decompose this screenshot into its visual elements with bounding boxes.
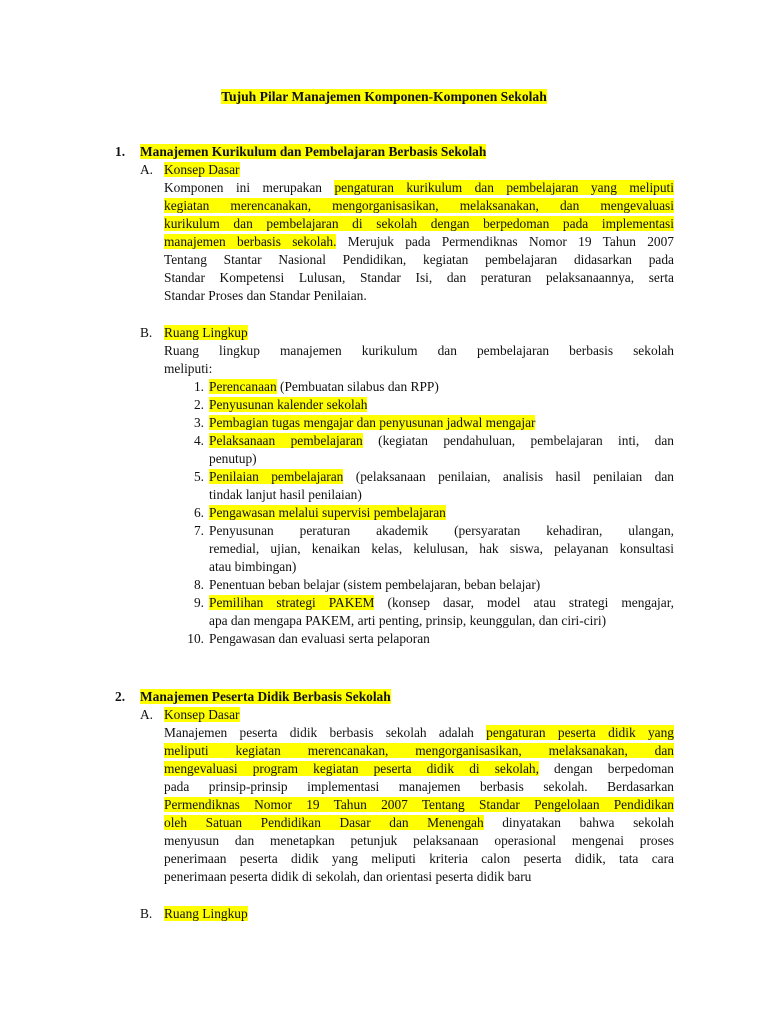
para-line: oleh Satuan Pendidikan Dasar dan Menengah dinyatakan bahwa sekolah xyxy=(164,815,674,830)
section-1-subheading-a: A. Konsep Dasar xyxy=(140,162,240,177)
list-item: 1. Perencanaan (Pembuatan silabus dan RPP) xyxy=(193,379,439,394)
list-item: 5. Penilaian pembelajaran (pelaksanaan penilaian, analisis hasil penilaian dan tindak lanjut hasil penilaian) xyxy=(193,469,674,502)
para-line: Komponen ini merupakan pengaturan kurikulum dan pembelajaran yang meliputi xyxy=(164,180,674,195)
list-item: 3. Pembagian tugas mengajar dan penyusunan jadwal mengajar xyxy=(193,415,536,430)
para-line: manajemen berbasis sekolah. Merujuk pada Permendiknas Nomor 19 Tahun 2007 xyxy=(164,234,674,249)
list-item: 9. Pemilihan strategi PAKEM (konsep dasar, model atau strategi mengajar, apa dan mengapa PAKEM, arti penting, prinsip, keunggulan, dan ciri-ciri) xyxy=(193,595,674,628)
section-1-scope-list xyxy=(164,378,674,648)
para-line: penerimaan peserta didik yang meliputi kriteria calon peserta didik, tata cara xyxy=(164,851,674,866)
para-line: kurikulum dan pembelajaran di sekolah dengan berpedoman pada implementasi xyxy=(164,216,674,231)
para-line: Standar Kompetensi Lulusan, Standar Isi, dan peraturan pelaksanaannya, serta xyxy=(164,270,674,285)
section-2-concept-paragraph xyxy=(164,724,674,886)
section-1-scope-intro: Ruang lingkup manajemen kurikulum dan pembelajaran berbasis sekolah meliputi: xyxy=(164,343,674,376)
list-item: 6. Pengawasan melalui supervisi pembelajaran xyxy=(193,505,446,520)
para-line: kegiatan merencanakan, mengorganisasikan, melaksanakan, dan mengevaluasi xyxy=(164,198,674,213)
para-line: menyusun dan menetapkan petunjuk pelaksanaan operasional mengenai proses xyxy=(164,833,674,848)
para-line: mengevaluasi program kegiatan peserta didik di sekolah, dengan berpedoman xyxy=(164,761,674,776)
section-1-subheading-b: B. Ruang Lingkup xyxy=(140,325,248,340)
para-line: Tentang Stantar Nasional Pendidikan, kegiatan pembelajaran didasarkan pada xyxy=(164,252,674,267)
section-2-subheading-b: B. Ruang Lingkup xyxy=(140,906,248,921)
section-1-heading: 1. Manajemen Kurikulum dan Pembelajaran Berbasis Sekolah xyxy=(115,144,487,159)
section-1-concept-paragraph xyxy=(164,179,674,305)
para-line: Permendiknas Nomor 19 Tahun 2007 Tentang Standar Pengelolaan Pendidikan xyxy=(164,797,674,812)
list-item: 10. Pengawasan dan evaluasi serta pelaporan xyxy=(187,631,430,646)
list-item: 7. Penyusunan peraturan akademik (persyaratan kehadiran, ulangan, remedial, ujian, kenaikan kelas, kelulusan, hak siswa, pelayanan konsultasi atau bimbingan) xyxy=(193,523,674,574)
para-line: penerimaan peserta didik di sekolah, dan orientasi peserta didik baru xyxy=(164,869,532,884)
section-2-heading: 2. Manajemen Peserta Didik Berbasis Sekolah xyxy=(115,689,391,704)
para-line: Standar Proses dan Standar Penilaian. xyxy=(164,288,367,303)
para-line: pada prinsip-prinsip implementasi manajemen berbasis sekolah. Berdasarkan xyxy=(164,779,674,794)
list-item: 4. Pelaksanaan pembelajaran (kegiatan pendahuluan, pembelajaran inti, dan penutup) xyxy=(193,433,674,466)
list-item: 2. Penyusunan kalender sekolah xyxy=(193,397,368,412)
document-title: Tujuh Pilar Manajemen Komponen-Komponen Sekolah xyxy=(221,89,547,104)
para-line: Manajemen peserta didik berbasis sekolah adalah pengaturan peserta didik yang xyxy=(164,725,674,740)
list-item: 8. Penentuan beban belajar (sistem pembelajaran, beban belajar) xyxy=(193,577,541,592)
section-2-subheading-a: A. Konsep Dasar xyxy=(140,707,240,722)
para-line: meliputi kegiatan merencanakan, mengorganisasikan, melaksanakan, dan xyxy=(164,743,674,758)
